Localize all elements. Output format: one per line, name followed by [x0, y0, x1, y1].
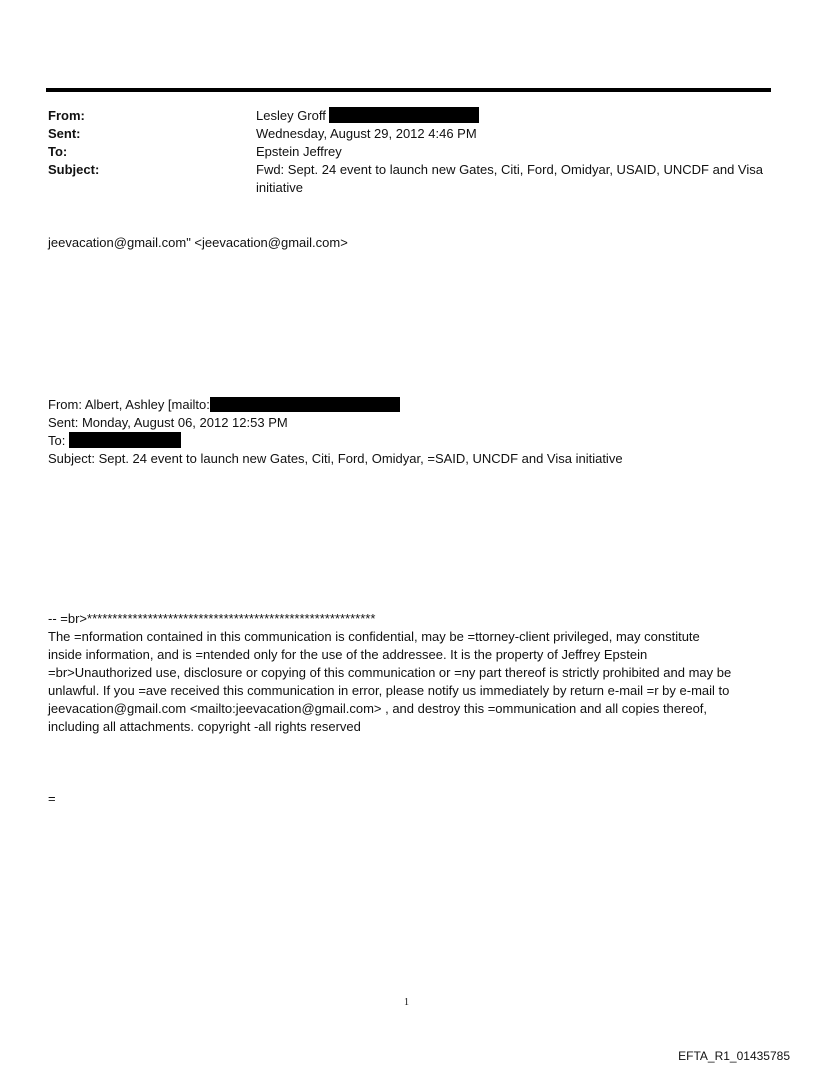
fwd-sent-line: Sent: Monday, August 06, 2012 12:53 PM	[48, 415, 288, 430]
email-header	[48, 107, 773, 197]
from-label: From:	[48, 108, 85, 123]
disclaimer-line: The =nformation contained in this communication is confidential, may be =ttorney-client privileged, may constitute	[48, 629, 700, 644]
sent-label: Sent:	[48, 126, 81, 141]
to-label: To:	[48, 144, 68, 159]
fwd-from-text: From: Albert, Ashley [mailto:	[48, 397, 210, 412]
document-id: EFTA_R1_01435785	[678, 1049, 790, 1063]
header-rule	[46, 88, 771, 92]
redaction-block	[210, 397, 400, 412]
disclaimer-line: inside information, and is =ntended only for the use of the addressee. It is the property of Jeffrey Epstein	[48, 647, 648, 662]
subject-label: Subject:	[48, 162, 100, 177]
to-value: Epstein Jeffrey	[256, 144, 342, 159]
fwd-to-line	[48, 432, 181, 450]
disclaimer-line: unlawful. If you =ave received this communication in error, please notify us immediately by return e-mail =r by e-mail to	[48, 683, 730, 698]
quoted-address: jeevacation@gmail.com" <jeevacation@gmail.com>	[48, 235, 348, 250]
sent-value: Wednesday, August 29, 2012 4:46 PM	[256, 126, 477, 141]
fwd-to-text: To:	[48, 433, 66, 448]
disclaimer-line: -- =br>*********************************************************	[48, 611, 376, 626]
redaction-block	[329, 107, 479, 123]
page-number: 1	[404, 997, 409, 1008]
disclaimer	[48, 610, 773, 736]
disclaimer-line: =br>Unauthorized use, disclosure or copying of this communication or =ny part thereof is strictly prohibited and may be	[48, 665, 732, 680]
from-name: Lesley Groff	[256, 108, 326, 123]
from-value	[256, 107, 776, 125]
disclaimer-line: jeevacation@gmail.com <mailto:jeevacation@gmail.com> , and destroy this =ommunication and all copies thereof,	[48, 701, 708, 716]
fwd-from-line	[48, 396, 400, 414]
subject-value: Fwd: Sept. 24 event to launch new Gates, Citi, Ford, Omidyar, USAID, UNCDF and Visa initiative	[256, 162, 763, 195]
fwd-subject-line: Subject: Sept. 24 event to launch new Gates, Citi, Ford, Omidyar, =SAID, UNCDF and Visa initiative	[48, 451, 623, 466]
trailing-equals: =	[48, 791, 56, 806]
redaction-block	[69, 432, 181, 448]
disclaimer-line: including all attachments. copyright -all rights reserved	[48, 719, 361, 734]
